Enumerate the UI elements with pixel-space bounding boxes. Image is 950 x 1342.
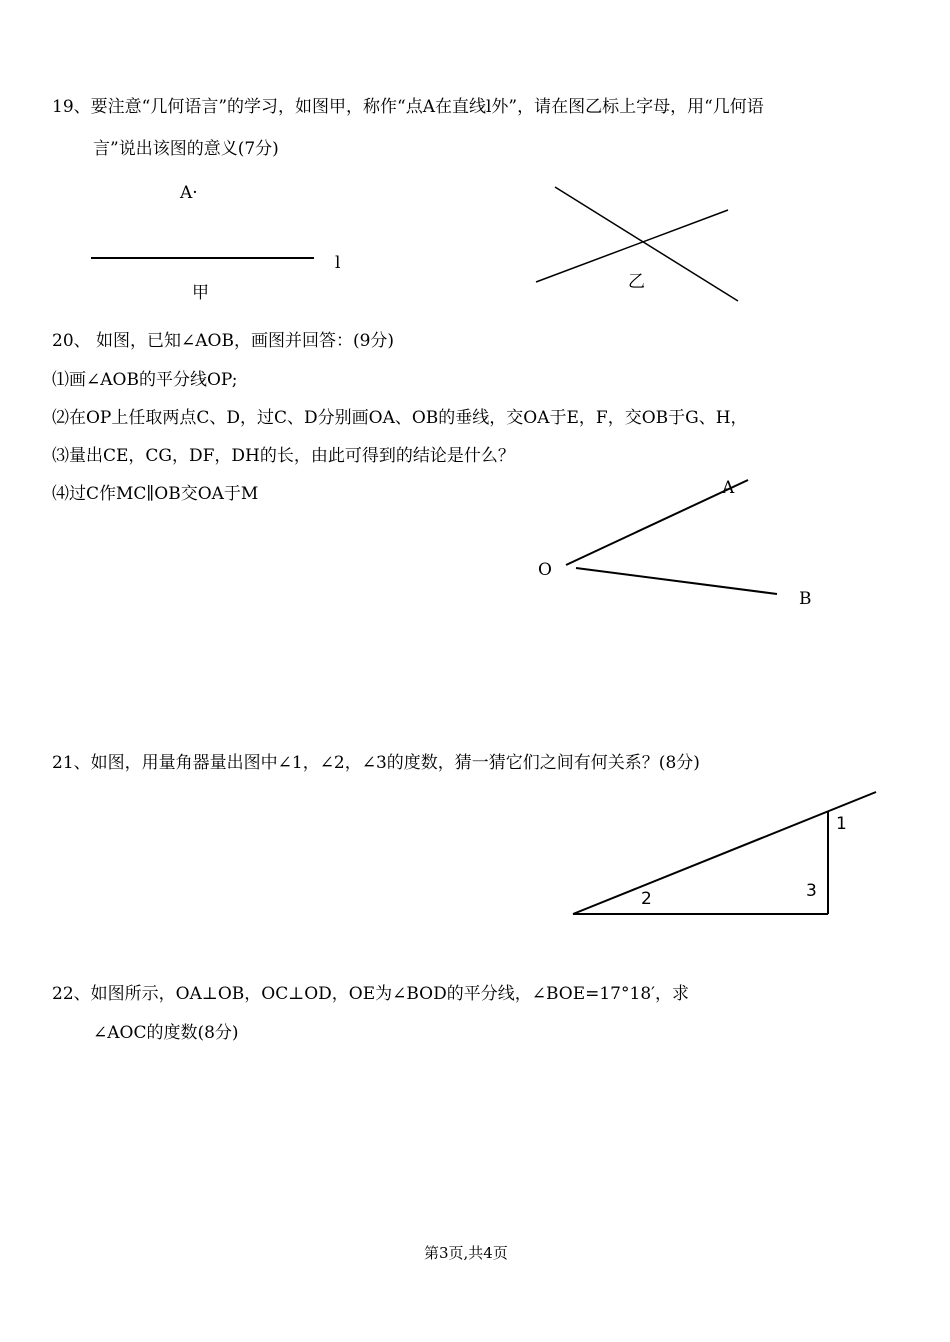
page-footer: 第3页,共4页 bbox=[424, 1244, 508, 1262]
fig-jia-line-label: l bbox=[335, 253, 341, 273]
fig-jia-caption: 甲 bbox=[192, 283, 209, 303]
angle-1-label: 1 bbox=[836, 814, 847, 834]
q22-line2: ∠AOC的度数(8分) bbox=[93, 1023, 239, 1043]
q19-line2: 言”说出该图的意义(7分) bbox=[93, 139, 279, 159]
fig-jia-point-label: A· bbox=[180, 183, 198, 203]
label-o: O bbox=[538, 560, 552, 580]
angle-2-label: 2 bbox=[641, 889, 652, 909]
label-b: B bbox=[799, 589, 812, 609]
fig-yi-caption: 乙 bbox=[628, 272, 645, 292]
q20-item-2: ⑵在OP上任取两点C、D，过C、D分别画OA、OB的垂线，交OA于E，F，交OB于G、H， bbox=[52, 408, 748, 428]
q20-item-1: ⑴画∠AOB的平分线OP; bbox=[52, 370, 238, 390]
label-a: A bbox=[722, 478, 735, 498]
angle-3-label: 3 bbox=[806, 881, 817, 901]
q19-line1: 19、要注意“几何语言”的学习，如图甲，称作“点A在直线l外”，请在图乙标上字母，用“几何语 bbox=[52, 97, 764, 117]
q20-item-3: ⑶量出CE，CG，DF，DH的长，由此可得到的结论是什么？ bbox=[52, 446, 515, 466]
triangle-hypotenuse-extended bbox=[573, 792, 876, 914]
q20-title: 20、 如图，已知∠AOB，画图并回答：(9分) bbox=[52, 331, 395, 351]
q21-title: 21、如图，用量角器量出图中∠1，∠2，∠3的度数，猜一猜它们之间有何关系？(8分) bbox=[52, 753, 700, 773]
q22-line1: 22、如图所示，OA⊥OB，OC⊥OD，OE为∠BOD的平分线，∠BOE=17°18′，求 bbox=[52, 984, 689, 1004]
q20-item-4: ⑷过C作MC∥OB交OA于M bbox=[52, 484, 259, 504]
